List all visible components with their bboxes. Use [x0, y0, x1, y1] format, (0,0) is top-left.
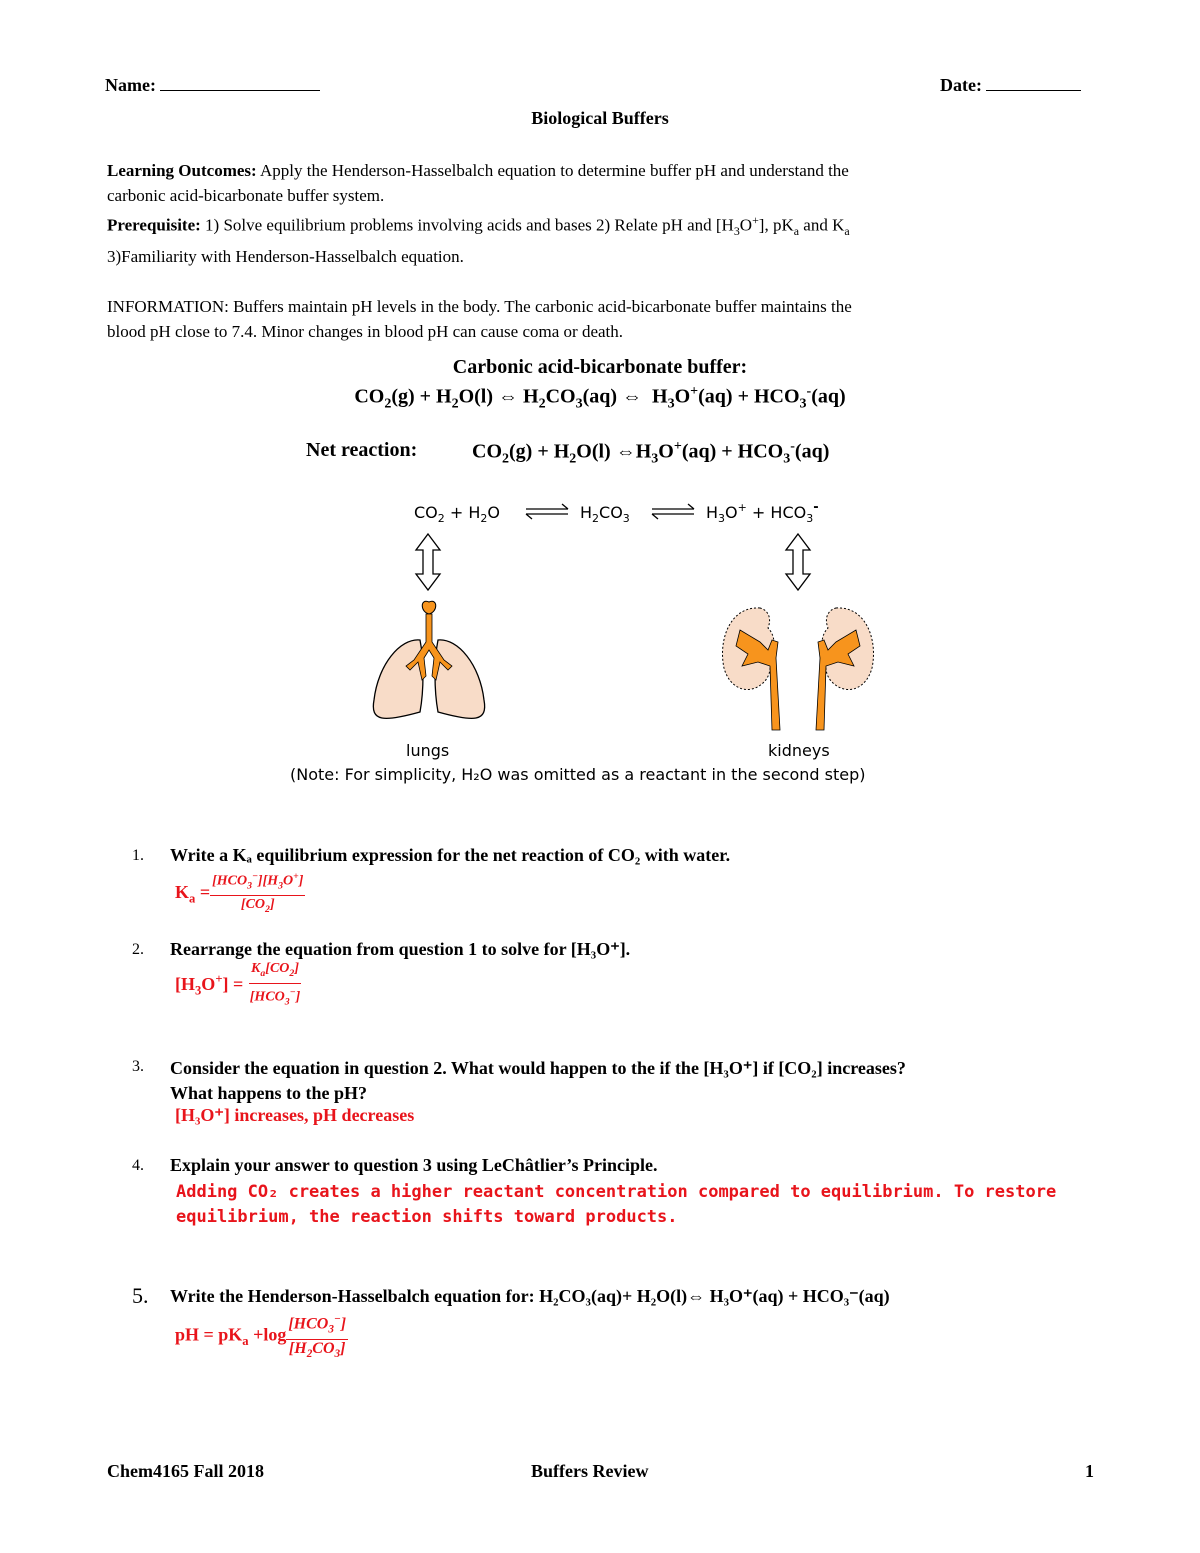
name-blank	[160, 74, 320, 91]
answer-5-fraction: $\frac{[HCO_3^-]}{[H_2CO_3]}$	[286, 1310, 348, 1363]
figure-equation	[414, 500, 819, 525]
buffer-heading: Carbonic acid-bicarbonate buffer:	[452, 356, 748, 378]
double-arrow-right-icon	[786, 534, 810, 590]
question-4-number: 4.	[132, 1157, 144, 1174]
prerequisite-cont: 3)Familiarity with Henderson-Hasselbalch equation.	[107, 247, 464, 267]
answer-1: $K_a$ = $\frac{[HCO_3^-][H_3O^+]}{[CO_2]}$	[175, 868, 305, 919]
information-line-2: blood pH close to 7.4. Minor changes in blood pH can cause coma or death.	[107, 322, 624, 342]
date-field	[940, 74, 1081, 96]
learning-outcomes-cont: carbonic acid-bicarbonate buffer system.	[107, 186, 385, 205]
intro-block	[107, 158, 1107, 344]
page-title: Biological Buffers	[531, 108, 669, 128]
answer-5: pH = $pK_a +\log$ $\frac{[HCO_3^-]}{[H_2CO_3]}$	[175, 1310, 348, 1363]
information-line-1: INFORMATION: Buffers maintain pH levels in the body. The carbonic acid-bicarbonate buffer maintains the	[107, 297, 852, 317]
name-label: Name:	[105, 75, 156, 95]
answer-3: [H₃O⁺] increases, pH decreases	[175, 1105, 415, 1125]
question-2-number: 2.	[132, 941, 144, 958]
buffer-equation: $CO_2(g) + H_2O(l)$ ⇔ $H_2CO_3(aq)$ ⇔ $H_3O^+(aq) + HCO_3^-(aq)$	[354, 384, 846, 412]
net-reaction-label: Net reaction:	[306, 439, 418, 461]
question-1-text: Write a Kₐ equilibrium expression for the net reaction of CO₂ with water.	[170, 845, 731, 865]
answer-2: $[H_3O^+]$ = $\frac{K_a[CO_2]}{[HCO_3^-]}$	[175, 960, 302, 1011]
question-3-text: Consider the equation in question 2. What would happen to the if the [H₃O⁺] if [CO₂] increases? What happens to the pH?	[170, 1058, 906, 1103]
question-4-text: Explain your answer to question 3 using LeChâtlier’s Principle.	[170, 1155, 658, 1175]
answer-4: Adding CO₂ creates a higher reactant concentration compared to equilibrium. To restore equilibrium, the reaction shifts toward products.	[176, 1182, 1057, 1227]
svg-text:H3O+ + HCO3-: $H_3O^+ + HCO_3^-$	[706, 500, 819, 525]
net-reaction-equation: $CO_2(g) + H_2O(l)$ $\Leftrightarrow H_3O^+(aq) + HCO_3^-(aq)$	[472, 439, 830, 467]
question-2-text: Rearrange the equation from question 1 to solve for [H₃O⁺].	[170, 939, 631, 959]
prerequisite: Prerequisite: 1) Solve equilibrium problems involving acids and bases 2) Relate pH and $[H_3O^+]$, $pK_a$ and $K_a$	[107, 213, 850, 239]
figure-note: (Note: For simplicity, H₂O was omitted as a reactant in the second step)	[290, 765, 866, 784]
svg-text:H2CO3: $H_2CO_3$	[580, 503, 630, 525]
answer-2-fraction: $\frac{K_a[CO_2]}{[HCO_3^-]}$	[249, 961, 301, 1008]
footer-course: Chem4165 Fall 2018	[107, 1461, 264, 1481]
date-label: Date:	[940, 75, 982, 95]
name-field	[105, 74, 320, 96]
lungs-icon	[373, 601, 484, 718]
page-number: 1	[1085, 1461, 1094, 1481]
equilibrium-arrow-2	[652, 504, 694, 519]
kidneys-label: kidneys	[768, 741, 830, 760]
learning-outcomes: Learning Outcomes: Apply the Henderson-Hasselbalch equation to determine buffer pH and understand the	[107, 161, 849, 180]
question-1-number: 1.	[132, 847, 144, 864]
question-5-number: 5.	[132, 1283, 149, 1308]
date-blank	[986, 74, 1081, 91]
answer-1-fraction: $\frac{[HCO_3^-][H_3O^+]}{[CO_2]}$	[210, 868, 305, 919]
lungs-kidneys-figure	[340, 490, 900, 770]
double-arrow-left-icon	[416, 534, 440, 590]
equilibrium-arrow-1	[526, 504, 568, 519]
question-5-text: Write the Henderson-Hasselbalch equation for: H₂CO₃(aq)+ H₂O(l)⇔ H₃O⁺(aq) + HCO₃⁻(aq)	[170, 1286, 890, 1306]
svg-text:CO2 + H2O: $CO_2 + H_2O$	[414, 503, 500, 525]
lungs-label: lungs	[406, 741, 450, 760]
footer-title: Buffers Review	[531, 1461, 649, 1481]
kidneys-icon	[723, 608, 874, 730]
question-3-number: 3.	[132, 1058, 144, 1075]
